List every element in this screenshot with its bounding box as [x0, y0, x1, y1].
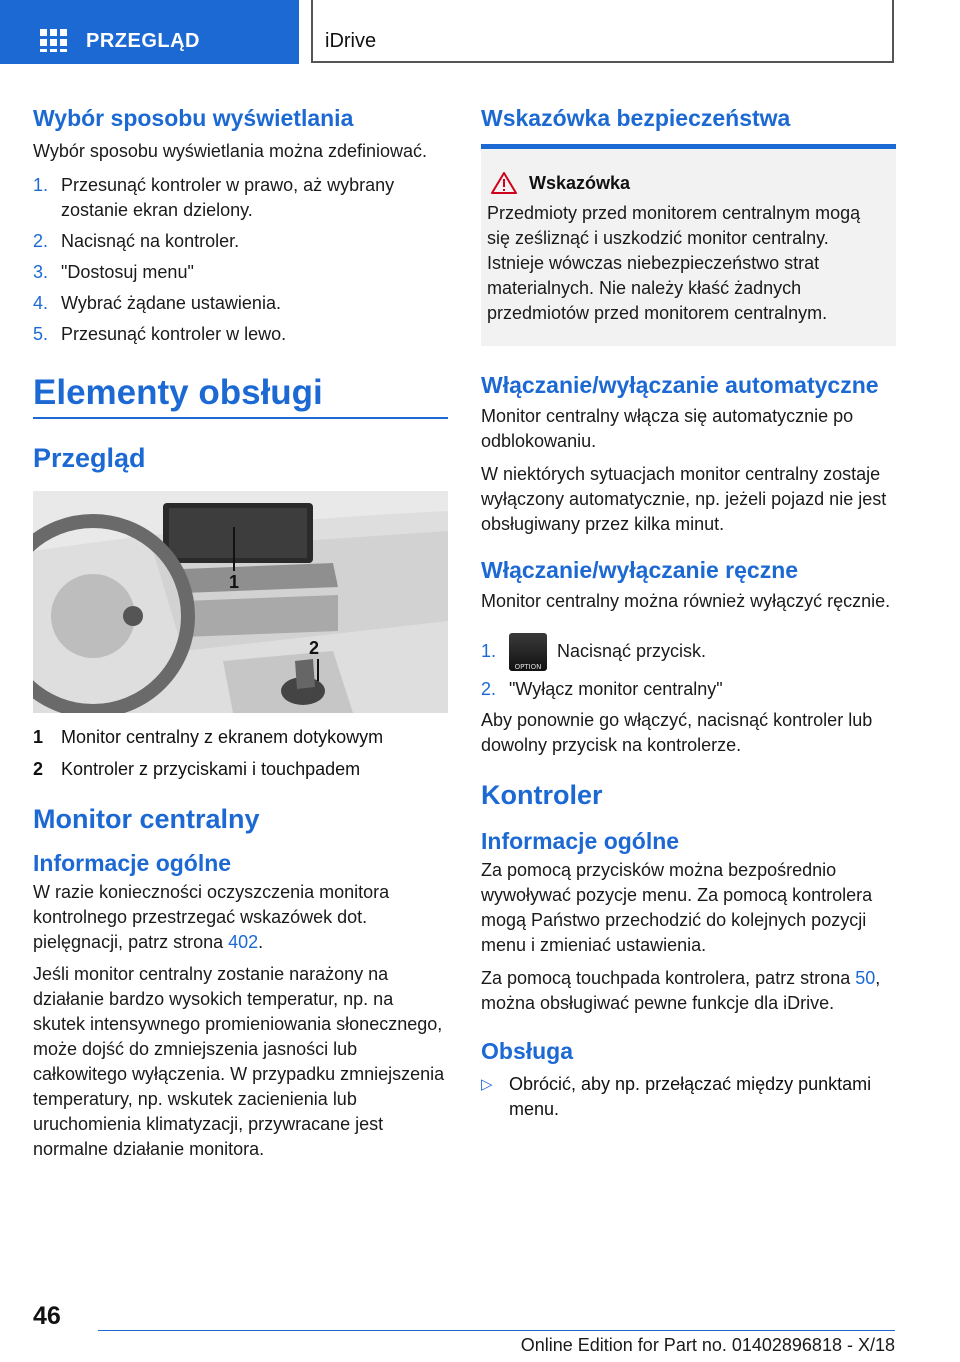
warning-text: Przedmioty przed monitorem centralnym mogą się ześliznąć i uszkodzić monitor centralny. Istnieje wówczas niebezpieczeństwo strat materialnych. Nie należy kłaść żadnych przedmiotów przed monitorem centralnym.	[487, 203, 861, 323]
general-paragraph-2: Jeśli monitor centralny zostanie narażony na działanie bardzo wysokich temperatur, np. na skutek intensywnego promieniowania słonecznego, może dojść do zmniejszenia jasności lub całkowitego wyłączenia. W przypadku zmniejszenia temperatury, np. wskutek zacienienia lub uruchomienia klimatyzacji, przywracane jest normalne działanie monitora.	[33, 964, 445, 1159]
warning-triangle-icon	[491, 172, 517, 194]
cockpit-drawing	[33, 491, 448, 713]
warning-box	[481, 149, 896, 346]
manual-title: Włączanie/wyłączanie ręczne	[481, 557, 799, 583]
cockpit-illustration	[33, 491, 448, 713]
list-item: 1. Przesunąć kontroler w prawo, aż wybrany zostanie ekran dzielony.	[33, 175, 395, 220]
list-item: 5. Przesunąć kontroler w lewo.	[33, 324, 287, 344]
view-steps-list	[33, 173, 448, 347]
header-section-label: iDrive	[325, 30, 377, 52]
header-tab-label: PRZEGLĄD	[86, 30, 200, 52]
manual-paragraph-2: Aby ponownie go włączyć, nacisnąć kontroler lub dowolny przycisk na kontrolerze.	[481, 710, 873, 756]
general-paragraph-1: W razie konieczności oczyszczenia monitora kontrolnego przestrzegać wskazówek dot. pielęgnacji, patrz strona 402.	[33, 882, 390, 952]
manual-paragraph-1: Monitor centralny można również wyłączyć ręcznie.	[481, 591, 891, 611]
warning-label: Wskazówka	[529, 173, 631, 193]
auto-paragraph-1: Monitor centralny włącza się automatycznie po odblokowaniu.	[481, 406, 854, 451]
title-rule	[33, 417, 448, 419]
grid-menu-icon	[40, 29, 66, 51]
safety-title: Wskazówka bezpieczeństwa	[481, 105, 791, 131]
list-item: 3. "Dostosuj menu"	[33, 262, 194, 282]
ctrl-paragraph-1: Za pomocą przycisków można bezpośrednio wywoływać pozycje menu. Za pomocą kontrolera mogą Państwo przechodzić do kolejnych pozycji menu i zmieniać ustawienia.	[481, 860, 873, 956]
warning-heading	[487, 171, 888, 195]
view-title: Wybór sposobu wyświetlania	[33, 105, 354, 131]
right-column	[481, 100, 896, 1122]
page-link-50[interactable]: 50	[855, 968, 876, 989]
ctrl-general-title: Informacje ogólne	[481, 828, 680, 855]
page-number: 46	[33, 1302, 61, 1330]
page-link-402[interactable]: 402	[228, 932, 259, 952]
header-tab[interactable]	[0, 0, 299, 64]
operation-list	[481, 1072, 896, 1122]
list-item: 4. Wybrać żądane ustawienia.	[33, 293, 281, 313]
list-item: 1. OPTION Nacisnąć przycisk.	[481, 632, 896, 671]
ctrl-paragraph-2: Za pomocą touchpada kontrolera, patrz strona 50, można obsługiwać pewne funkcje dla iDrive.	[481, 968, 881, 1014]
auto-paragraph-2: W niektórych sytuacjach monitor centralny zostaje wyłączony automatycznie, np. jeżeli pojazd nie jest obsługiwany przez kilka minut.	[481, 464, 887, 534]
controls-title: Elementy obsługi	[33, 373, 323, 412]
operation-title: Obsługa	[481, 1038, 574, 1065]
list-item: ▷ Obrócić, aby np. przełączać między punktami menu.	[481, 1074, 872, 1120]
list-item: 2. "Wyłącz monitor centralny"	[481, 679, 723, 700]
manual-steps-list	[481, 632, 896, 702]
list-item: 2 Kontroler z przyciskami i touchpadem	[33, 759, 361, 779]
footer-edition-text: Online Edition for Part no. 01402896818 - X/18	[520, 1335, 895, 1355]
controller-title: Kontroler	[481, 780, 603, 811]
general-title: Informacje ogólne	[33, 850, 232, 876]
overview-title: Przegląd	[33, 443, 146, 473]
triangle-bullet-icon: ▷	[481, 1076, 493, 1094]
view-intro: Wybór sposobu wyświetlania można zdefiniować.	[33, 141, 428, 161]
option-button-icon: OPTION	[509, 633, 547, 671]
list-item: 2. Nacisnąć na kontroler.	[33, 231, 240, 251]
left-column	[33, 100, 448, 1162]
illustration-legend	[33, 725, 448, 782]
monitor-title: Monitor centralny	[33, 804, 260, 834]
callout-2: 2	[309, 638, 320, 658]
header-section-box	[311, 0, 894, 63]
auto-title: Włączanie/wyłączanie automatyczne	[481, 372, 879, 398]
list-item: 1 Monitor centralny z ekranem dotykowym	[33, 727, 384, 747]
callout-1: 1	[229, 572, 240, 592]
footer-rule	[98, 1330, 895, 1331]
